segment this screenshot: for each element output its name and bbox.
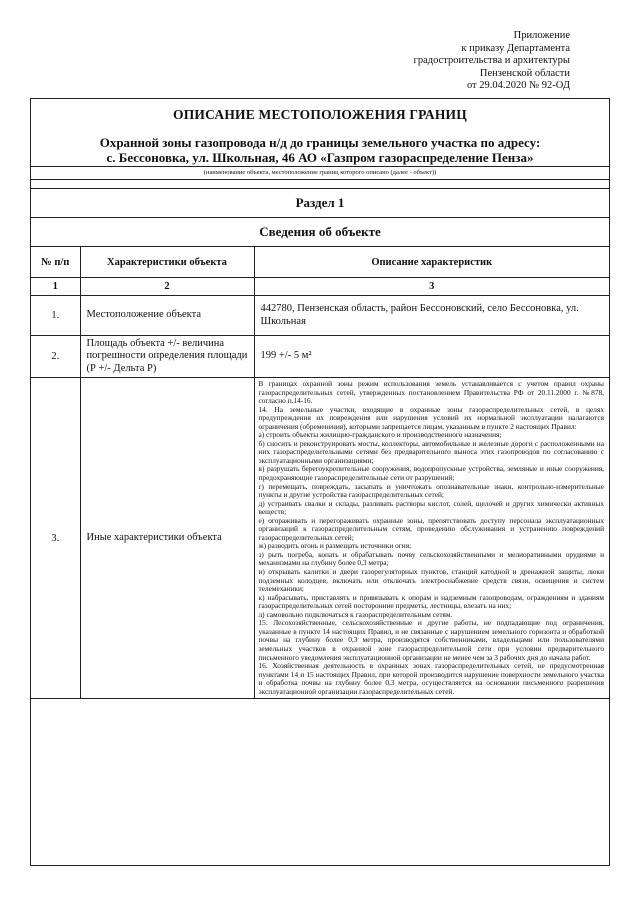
description-paragraph: а) строить объекты жилищно-гражданского и производственного назначения; <box>258 430 502 440</box>
description-paragraph: д) устраивать свалки и склады, разливать растворы кислот, солей, щелочей и других химически активных веществ; <box>258 498 604 517</box>
description-paragraph: ж) разводить огонь и размещать источники огня; <box>258 541 412 551</box>
column-header: Характеристики объекта <box>80 247 254 278</box>
subtitle-line: Охранной зоны газопровода н/д до границы земельного участка по адресу: <box>99 135 541 150</box>
description-paragraph: 14. На земельные участки, входящие в охранные зоны газораспределительных сетей, в целях предупреждения их повреждения или нарушения условий их нормальной эксплуатации налагаются ограничения (обременения), которыми запрещается лицам, указанным в пункте 2 настоящих Правил: <box>258 404 604 431</box>
table-row <box>31 336 609 378</box>
description-paragraph: е) огораживать и перегораживать охранные зоны, препятствовать доступу персонала эксплуатационных организаций к газораспределительным сетям, проведению обслуживания и устранению повреждений газораспределительных сетей; <box>258 515 604 542</box>
row-description: 442780, Пензенская область, район Бессоновский, село Бессоновка, ул. Школьная <box>254 296 609 336</box>
row-number: 3. <box>31 378 80 699</box>
appendix-line: от 29.04.2020 № 92-ОД <box>466 80 570 92</box>
description-paragraph: 16. Хозяйственная деятельность в охранных зонах газораспределительных сетей, не предусмотренная пунктами 14 и 15 настоящих Правил, при которой производится нарушение поверхности земельного участка и обработка почвы на глубину более 0,3 метра, осуществляется на основании письменного разрешения эксплуатационной организации газораспределительных сетей. <box>258 661 604 696</box>
description-paragraph: и) открывать калитки и двери газорегуляторных пунктов, станций катодной и дренажной защиты, люки подземных колодцев, включать или отключать электроснабжение средств связи, освещения и систем телемеханики; <box>258 567 604 594</box>
table-row <box>31 378 609 699</box>
column-number: 3 <box>254 278 609 296</box>
appendix-line: градостроительства и архитектуры <box>413 55 570 67</box>
description-paragraph: з) рыть погреба, копать и обрабатывать почву сельскохозяйственными и мелиоративными орудиями и механизмами на глубину более 0,3 метра; <box>258 549 604 568</box>
subtitle-line: с. Бессоновка, ул. Школьная, 46 АО «Газпром газораспределение Пенза» <box>106 150 534 165</box>
object-info-table <box>31 247 609 699</box>
object-name-note: (наименование объекта, местоположение границ которого описано (далее - объект)) <box>31 166 609 180</box>
row-description: 199 +/- 5 м² <box>254 336 609 378</box>
section-subtitle: Сведения об объекте <box>31 218 609 247</box>
description-paragraph: В границах охранной зоны режим использования земель устанавливается с учетом правил охраны газораспределительных сетей, утвержденных постановлением Правительства РФ от 20.11.2000 г. №878, согласно п.14-16. <box>258 379 604 406</box>
row-characteristic: Иные характеристики объекта <box>80 378 254 699</box>
document-title: ОПИСАНИЕ МЕСТОПОЛОЖЕНИЯ ГРАНИЦ <box>173 107 467 122</box>
column-number-row <box>31 278 609 296</box>
document-subtitle <box>31 123 609 166</box>
description-paragraph: л) самовольно подключаться к газораспределительным сетям. <box>258 609 453 619</box>
row-number: 2. <box>31 336 80 378</box>
description-paragraph: г) перемещать, повреждать, засыпать и уничтожать опознавательные знаки, контрольно-измерительные пункты и другие устройства газораспределительных сетей; <box>258 481 604 500</box>
column-header: Описание характеристик <box>254 247 609 278</box>
appendix-line: Приложение <box>513 30 570 41</box>
description-paragraph: к) набрасывать, приставлять и привязывать к опорам и надземным газопроводам, ограждениям и зданиям газораспределительных сетей посторонние предметы, лестницы, влезать на них; <box>258 592 604 611</box>
table-header-row <box>31 247 609 278</box>
appendix-block <box>310 30 570 93</box>
description-paragraph: б) сносить и реконструировать мосты, коллекторы, автомобильные и железные дороги с расположенными на них газораспределительными сетями без предварительного выноса этих газопроводов по согласованию с эксплуатационными организациями; <box>258 438 604 465</box>
row-characteristic: Местоположение объекта <box>80 296 254 336</box>
row-characteristic: Площадь объекта +/- величина погрешности определения площади (Р +/- Дельта Р) <box>80 336 254 378</box>
row-description-long <box>254 378 609 699</box>
table-row <box>31 296 609 336</box>
appendix-line: к приказу Департамента <box>461 42 570 54</box>
appendix-line: Пензенской области <box>479 67 570 79</box>
section-title: Раздел 1 <box>31 188 609 218</box>
column-header: № п/п <box>31 247 80 278</box>
description-paragraph: в) разрушать берегоукрепительные сооружения, водопропускные устройства, земляные и иные сооружения, предохраняющие газораспределительные сети от разрушений; <box>258 464 604 483</box>
document-frame <box>30 98 610 866</box>
column-number: 2 <box>80 278 254 296</box>
description-paragraph: 15. Лесохозяйственные, сельскохозяйственные и другие работы, не подпадающие под ограничения, указанные в пункте 14 настоящих Правил, и не связанные с нарушением земельного горизонта и обработкой почвы на глубину более 0,3 метра, производятся собственниками, владельцами или пользователями земельных участков в охранной зоне газораспределительной сети при условии предварительного письменного уведомления эксплуатационной организации не менее чем за 3 рабочих дня до начала работ. <box>258 618 604 662</box>
row-number: 1. <box>31 296 80 336</box>
column-number: 1 <box>31 278 80 296</box>
